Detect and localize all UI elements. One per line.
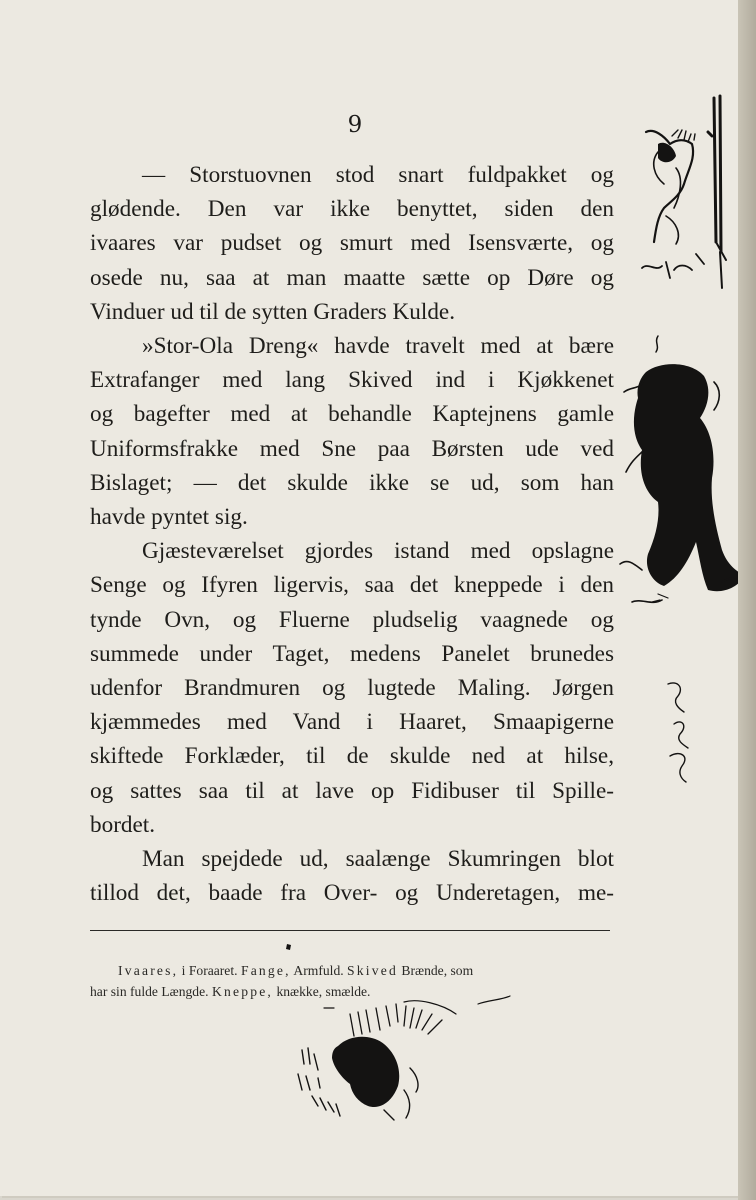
footnote-gloss: knække, smælde. [276, 984, 371, 999]
text-line: og bagefter med at behandle Kaptejnens gamle [90, 401, 614, 428]
footnote-term: Skived [347, 963, 399, 978]
text-line: Extrafanger med lang Skived ind i Kjøkkenet [90, 367, 614, 394]
illustration-walking-man [618, 332, 746, 622]
text-line: havde pyntet sig. [90, 504, 248, 531]
text-line: bordet. [90, 811, 156, 838]
text-line: Man spejdede ud, saalænge Skumringen blot [142, 846, 614, 873]
body-text [90, 158, 614, 910]
page-number: 9 [347, 112, 363, 138]
footnote-term: Kneppe, [211, 984, 274, 999]
text-line: summede under Taget, medens Panelet brunedes [90, 640, 614, 667]
footnote [90, 960, 618, 1002]
text-line: udenfor Brandmuren og lugtede Maling. Jørgen [90, 675, 614, 702]
text-line: osede nu, saa at man maatte sætte op Døre og [90, 264, 614, 291]
text-line: tillod det, baade fra Over- og Underetagen, me- [90, 880, 614, 907]
illustration-squiggles [660, 678, 710, 788]
text-line: »Stor-Ola Dreng« havde travelt med at bære [142, 333, 614, 360]
text-line: — Storstuovnen stod snart fuldpakket og [142, 162, 614, 188]
text-line: Vinduer ud til de sytten Graders Kulde. [90, 298, 456, 325]
text-line: kjæmmedes med Vand i Haaret, Smaapigerne [90, 709, 614, 736]
footnote-term: Ivaares, [118, 963, 179, 978]
footnote-gloss: har sin fulde Længde. [90, 984, 209, 999]
text-line: Bislaget; — det skulde ikke se ud, som han [90, 469, 614, 496]
text-line: tynde Ovn, og Fluerne pludselig vaagnede og [90, 606, 614, 633]
text-line: Senge og Ifyren ligervis, saa det kneppede i den [90, 572, 614, 599]
text-line: og sattes saa til at lave op Fidibuser til Spille- [90, 777, 614, 804]
text-line: Uniformsfrakke med Sne paa Børsten ude ved [90, 435, 614, 462]
text-line: ivaares var pudset og smurt med Isensværte, og [90, 230, 614, 257]
footnote-term: Fange, [240, 963, 291, 978]
illustration-doorframe-figure [636, 92, 726, 292]
illustration-crouching-figure [292, 998, 512, 1128]
text-line: Gjæsteværelset gjordes istand med opslagne [142, 538, 614, 565]
page-edge [738, 0, 756, 1200]
footnote-gloss: Brænde, som [401, 963, 474, 978]
text-line: glødende. Den var ikke benyttet, siden den [90, 196, 614, 223]
illustration-mark [284, 942, 294, 952]
footnote-gloss: Armfuld. [293, 963, 344, 978]
text-line: skiftede Forklæder, til de skulde ned at hilse, [90, 743, 614, 770]
footnote-rule [90, 930, 610, 931]
footnote-gloss: i Foraaret. [181, 963, 238, 978]
footnote-line [90, 960, 618, 981]
